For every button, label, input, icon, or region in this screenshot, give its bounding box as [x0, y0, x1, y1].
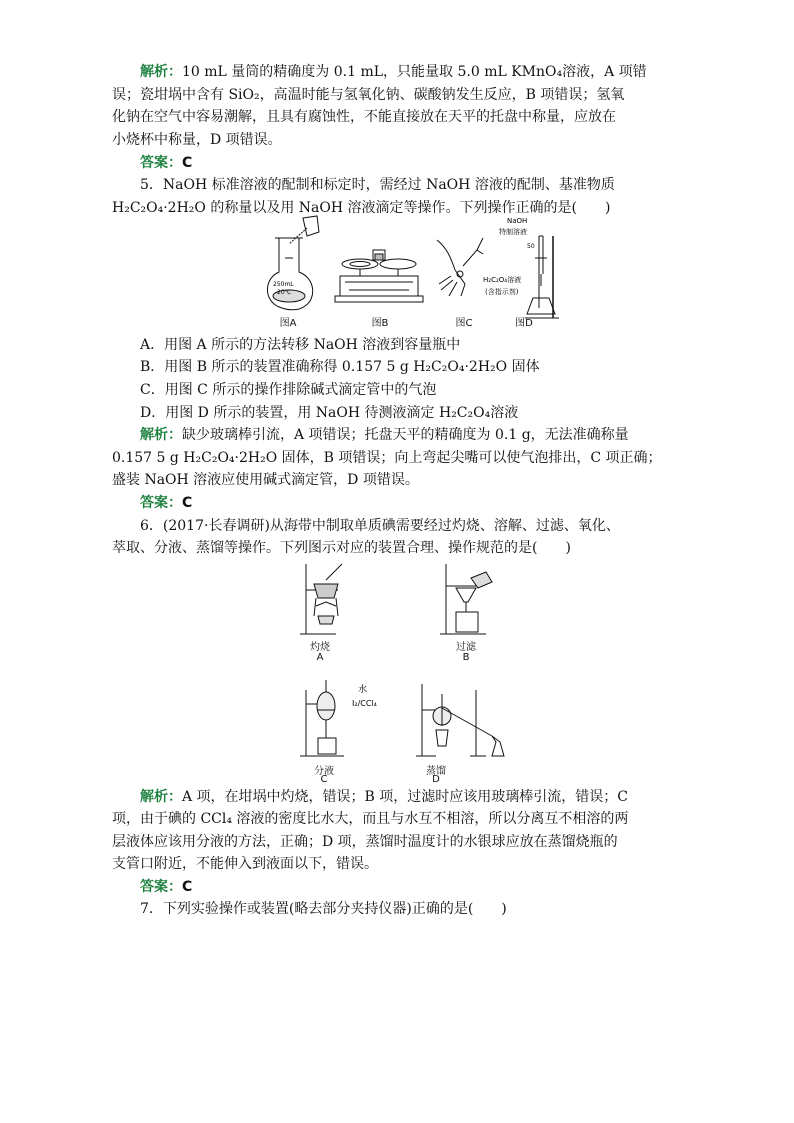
separatory-funnel-icon: [300, 680, 344, 756]
q4-analysis-line-3: 化钠在空气中容易潮解，且具有腐蚀性，不能直接放在天平的托盘中称量，应放在: [112, 109, 616, 125]
q5-option-d: D．用图 D 所示的装置，用 NaOH 待测液滴定 H₂C₂O₄溶液: [140, 405, 519, 421]
answer-value: C: [182, 879, 193, 895]
fig6-d-name: 蒸馏: [426, 766, 446, 777]
answer-label: 答案：: [140, 155, 182, 171]
q6-stem-line-2: 萃取、分液、蒸馏等操作。下列图示对应的装置合理、操作规范的是( ): [112, 540, 571, 556]
q6-apparatus-drawing: [296, 560, 506, 780]
volumetric-flask-icon: [267, 216, 319, 310]
q6-stem-line-1: 6．(2017·长春调研)从海带中制取单质碘需要经过灼烧、溶解、过滤、氧化、: [140, 518, 620, 534]
fig6-a-name: 灼烧: [310, 642, 330, 653]
fig-d-label: 图D: [515, 318, 533, 329]
svg-text:(含指示剂): (含指示剂): [485, 288, 519, 296]
q5-analysis-line-3: 盛装 NaOH 溶液应使用碱式滴定管，D 项错误。: [112, 472, 419, 488]
q7-stem-line-1: 7．下列实验操作或装置(略去部分夹持仪器)正确的是( ): [140, 901, 507, 917]
q5-analysis-line-2: 0.157 5 g H₂C₂O₄·2H₂O 固体，B 项错误；向上弯起尖嘴可以使气泡排出，C 项正确；: [112, 450, 662, 466]
svg-text:250mL: 250mL: [273, 281, 294, 288]
svg-text:50: 50: [527, 243, 535, 250]
q5-option-c: C．用图 C 所示的操作排除碱式滴定管中的气泡: [140, 382, 437, 398]
svg-text:I₂/CCl₄: I₂/CCl₄: [352, 699, 377, 708]
q6-analysis-line-2: 项，由于碘的 CCl₄ 溶液的密度比水大，而且与水互不相溶，所以分离互不相溶的两: [112, 811, 629, 827]
q5-option-b: B．用图 B 所示的装置准确称得 0.157 5 g H₂C₂O₄·2H₂O 固体: [140, 359, 540, 375]
fig-b-label: 图B: [371, 318, 389, 329]
fig6-c-name: 分液: [314, 766, 334, 777]
q5-stem-line-1: 5．NaOH 标准溶液的配制和标定时，需经过 NaOH 溶液的配制、基准物质: [140, 177, 615, 193]
fig-c-label: 图C: [455, 318, 473, 329]
distillation-icon: [416, 684, 504, 756]
analysis-label: 解析：: [140, 427, 182, 443]
svg-text:H₂C₂O₄溶液: H₂C₂O₄溶液: [483, 276, 522, 284]
crucible-burner-icon: [300, 564, 342, 634]
q5-figure: [255, 214, 565, 332]
filtration-icon: [440, 564, 492, 634]
q6-analysis-line-4: 支管口附近，不能伸入到液面以下，错误。: [112, 856, 378, 872]
q5-stem-line-2: H₂C₂O₄·2H₂O 的称量以及用 NaOH 溶液滴定等操作。下列操作正确的是( ): [112, 200, 611, 216]
analysis-label: 解析：: [140, 64, 182, 80]
q4-analysis-line-2: 误；瓷坩埚中含有 SiO₂，高温时能与氢氧化钠、碳酸钠发生反应，B 项错误；氢氧: [112, 87, 625, 103]
answer-value: C: [182, 495, 193, 511]
fig6-d-letter: D: [432, 774, 440, 785]
answer-value: C: [182, 155, 193, 171]
svg-text:特制溶液: 特制溶液: [499, 228, 527, 236]
q6-answer: [140, 876, 712, 898]
q5-analysis-line-1: 解析：缺少玻璃棒引流，A 项错误；托盘天平的精确度为 0.1 g，无法准确称量: [140, 427, 629, 443]
fig6-b-letter: B: [462, 652, 470, 663]
q5-option-a: A．用图 A 所示的方法转移 NaOH 溶液到容量瓶中: [140, 337, 461, 353]
q4-analysis-line-1: 解析：10 mL 量筒的精确度为 0.1 mL，只能量取 5.0 mL KMnO₄溶液，A 项错: [140, 64, 647, 80]
answer-label: 答案：: [140, 495, 182, 511]
fig6-b-name: 过滤: [456, 642, 476, 653]
svg-text:NaOH: NaOH: [507, 217, 528, 225]
answer-label: 答案：: [140, 879, 182, 895]
burette-hand-icon: [437, 238, 483, 296]
q6-figure: [296, 560, 506, 785]
q6-analysis-line-1: 解析：A 项，在坩埚中灼烧，错误；B 项，过滤时应该用玻璃棒引流，错误；C: [140, 789, 629, 805]
q6-analysis-line-3: 层液体应该用分液的方法，正确；D 项，蒸馏时温度计的水银球应放在蒸馏烧瓶的: [112, 834, 618, 850]
q4-answer: [140, 152, 712, 174]
balance-icon: [335, 250, 423, 302]
fig6-c-letter: C: [320, 774, 328, 785]
analysis-label: 解析：: [140, 789, 182, 805]
fig-a-label: 图A: [279, 318, 297, 329]
q4-analysis-line-4: 小烧杯中称量，D 项错误。: [112, 132, 282, 148]
svg-text:水: 水: [358, 685, 368, 695]
q5-answer: [140, 492, 712, 514]
svg-text:20℃: 20℃: [277, 289, 292, 296]
fig6-a-letter: A: [316, 652, 324, 663]
